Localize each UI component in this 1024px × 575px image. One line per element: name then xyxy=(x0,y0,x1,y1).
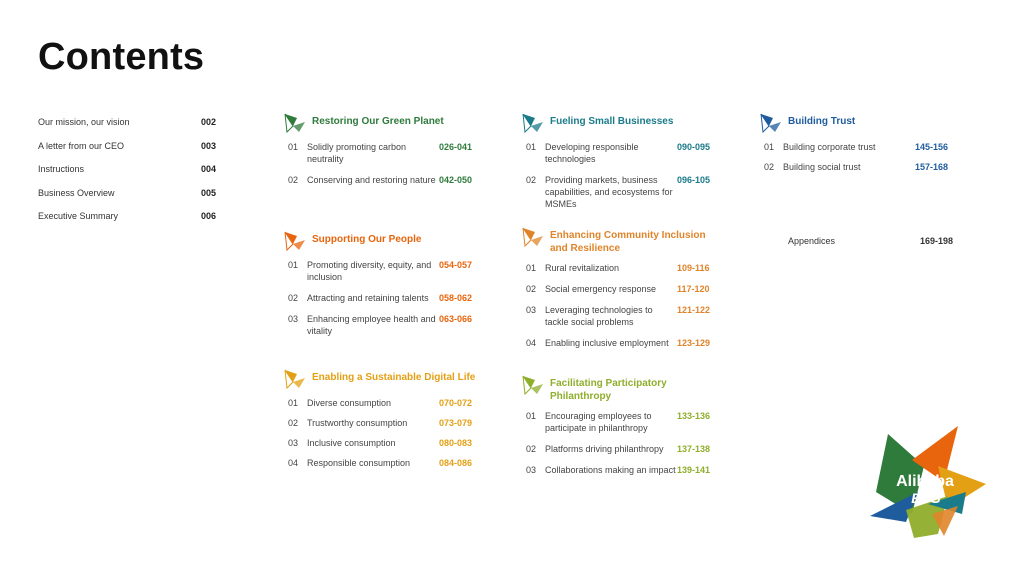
section-title: Facilitating Participatory Philanthropy xyxy=(550,378,667,402)
section-philanthropy xyxy=(521,374,721,476)
toc-item[interactable] xyxy=(521,410,721,434)
toc-item-instructions[interactable] xyxy=(38,159,216,183)
item-label: Building social trust xyxy=(783,162,861,172)
toc-item-business-overview[interactable] xyxy=(38,183,216,207)
item-page: 058-062 xyxy=(439,293,473,303)
item-label: Promoting diversity, equity, and inclusion xyxy=(307,260,432,282)
section-people xyxy=(283,230,483,337)
toc-item[interactable] xyxy=(283,437,483,449)
section-community xyxy=(521,226,721,349)
item-page: 063-066 xyxy=(439,314,473,324)
item-page: 145-156 xyxy=(915,142,949,152)
section-title: Restoring Our Green Planet xyxy=(312,116,444,127)
leaf-icon xyxy=(283,112,307,134)
item-page: 139-141 xyxy=(677,465,711,475)
intro-list xyxy=(38,112,216,230)
item-number: 03 xyxy=(526,305,537,315)
item-label: Providing markets, business capabilities, and ecosystems for MSMEs xyxy=(545,175,673,209)
toc-item[interactable] xyxy=(521,141,721,165)
item-page: 090-095 xyxy=(677,142,711,152)
item-number: 01 xyxy=(288,142,299,152)
leaf-icon xyxy=(759,112,783,134)
toc-item[interactable] xyxy=(521,174,721,210)
logo-text-line1: Alibaba xyxy=(896,473,954,490)
item-label: Building corporate trust xyxy=(783,142,876,152)
item-label: Enabling inclusive employment xyxy=(545,338,669,348)
item-label: Collaborations making an impact xyxy=(545,465,676,475)
item-number: 02 xyxy=(288,418,299,428)
item-page: 042-050 xyxy=(439,175,473,185)
section-green-planet xyxy=(283,112,483,186)
toc-item[interactable] xyxy=(521,464,721,476)
item-page: 026-041 xyxy=(439,142,473,152)
item-page: 080-083 xyxy=(439,438,473,448)
toc-item[interactable] xyxy=(759,161,959,173)
page-title: Contents xyxy=(38,36,205,78)
item-label: Encouraging employees to participate in philanthropy xyxy=(545,411,652,433)
item-number: 01 xyxy=(526,411,537,421)
item-label: Appendices xyxy=(788,236,836,246)
alibaba-esg-logo xyxy=(866,422,990,542)
leaf-icon xyxy=(283,230,307,252)
toc-item[interactable] xyxy=(283,457,483,469)
item-number: 02 xyxy=(526,444,537,454)
item-page: 137-138 xyxy=(677,444,711,454)
item-page: 084-086 xyxy=(439,458,473,468)
item-number: 02 xyxy=(764,162,775,172)
item-number: 01 xyxy=(288,398,299,408)
toc-page: 006 xyxy=(200,211,216,221)
section-title: Supporting Our People xyxy=(312,234,422,245)
item-label: Attracting and retaining talents xyxy=(307,293,429,303)
toc-item-mission[interactable] xyxy=(38,112,216,136)
section-title: Building Trust xyxy=(788,116,856,127)
toc-item[interactable] xyxy=(521,283,721,295)
toc-page: 002 xyxy=(200,117,216,127)
item-number: 01 xyxy=(526,142,537,152)
toc-item[interactable] xyxy=(521,443,721,455)
item-page: 157-168 xyxy=(915,162,949,172)
item-number: 03 xyxy=(526,465,537,475)
section-small-business xyxy=(521,112,721,210)
item-page: 117-120 xyxy=(677,284,710,294)
toc-label: Our mission, our vision xyxy=(38,117,130,127)
toc-label: Business Overview xyxy=(38,187,115,198)
toc-label: Instructions xyxy=(38,164,85,174)
item-number: 03 xyxy=(288,314,299,324)
item-label: Developing responsible technologies xyxy=(545,142,639,164)
item-number: 02 xyxy=(526,284,537,294)
toc-item[interactable] xyxy=(283,259,483,283)
leaf-icon xyxy=(521,374,545,396)
item-label: Platforms driving philanthropy xyxy=(545,444,664,454)
item-label: Responsible consumption xyxy=(307,458,411,468)
logo-text-line2: ESG xyxy=(911,490,941,506)
leaf-icon xyxy=(283,368,307,390)
item-label: Leveraging technologies to tackle social problems xyxy=(545,305,653,327)
item-number: 01 xyxy=(526,263,537,273)
item-label: Social emergency response xyxy=(545,284,657,294)
toc-page: 004 xyxy=(200,164,216,174)
toc-item[interactable] xyxy=(521,262,721,274)
toc-page: 005 xyxy=(200,187,216,198)
item-label: Solidly promoting carbon neutrality xyxy=(307,142,407,164)
toc-item[interactable] xyxy=(283,397,483,409)
item-page: 070-072 xyxy=(439,398,473,408)
toc-item[interactable] xyxy=(283,141,483,165)
item-page: 169-198 xyxy=(920,236,954,246)
section-digital-life xyxy=(283,368,483,469)
item-page: 054-057 xyxy=(439,260,473,270)
item-number: 02 xyxy=(288,175,299,185)
leaf-icon xyxy=(521,112,545,134)
item-page: 121-122 xyxy=(677,305,711,315)
toc-item[interactable] xyxy=(283,417,483,429)
item-label: Diverse consumption xyxy=(307,398,392,408)
toc-item-executive-summary[interactable] xyxy=(38,206,216,230)
toc-label: A letter from our CEO xyxy=(38,140,125,151)
toc-item[interactable] xyxy=(759,141,959,153)
item-page: 073-079 xyxy=(439,418,473,428)
toc-item[interactable] xyxy=(283,313,483,337)
toc-label: Executive Summary xyxy=(38,211,119,221)
item-number: 02 xyxy=(288,293,299,303)
item-page: 109-116 xyxy=(677,263,710,273)
item-label: Enhancing employee health and vitality xyxy=(307,314,436,336)
toc-item[interactable] xyxy=(521,304,721,328)
item-number: 01 xyxy=(288,260,299,270)
section-title: Enabling a Sustainable Digital Life xyxy=(312,372,476,383)
item-number: 02 xyxy=(526,175,537,185)
toc-item-appendices[interactable] xyxy=(788,235,953,247)
toc-item-ceo-letter[interactable] xyxy=(38,136,216,160)
item-number: 04 xyxy=(288,458,299,468)
section-title: Fueling Small Businesses xyxy=(550,116,674,127)
section-title: Enhancing Community Inclusion and Resilience xyxy=(550,230,706,254)
toc-page: 003 xyxy=(200,140,216,151)
toc-item[interactable] xyxy=(521,337,721,349)
item-number: 04 xyxy=(526,338,537,348)
item-label: Inclusive consumption xyxy=(307,438,396,448)
toc-item[interactable] xyxy=(283,174,483,186)
item-label: Rural revitalization xyxy=(545,263,620,273)
item-number: 01 xyxy=(764,142,775,152)
item-page: 123-129 xyxy=(677,338,711,348)
item-label: Trustworthy consumption xyxy=(307,418,408,428)
item-page: 133-136 xyxy=(677,411,711,421)
section-trust xyxy=(759,112,959,173)
leaf-icon xyxy=(521,226,545,248)
item-label: Conserving and restoring nature xyxy=(307,175,436,185)
item-page: 096-105 xyxy=(677,175,711,185)
item-number: 03 xyxy=(288,438,299,448)
toc-item[interactable] xyxy=(283,292,483,304)
